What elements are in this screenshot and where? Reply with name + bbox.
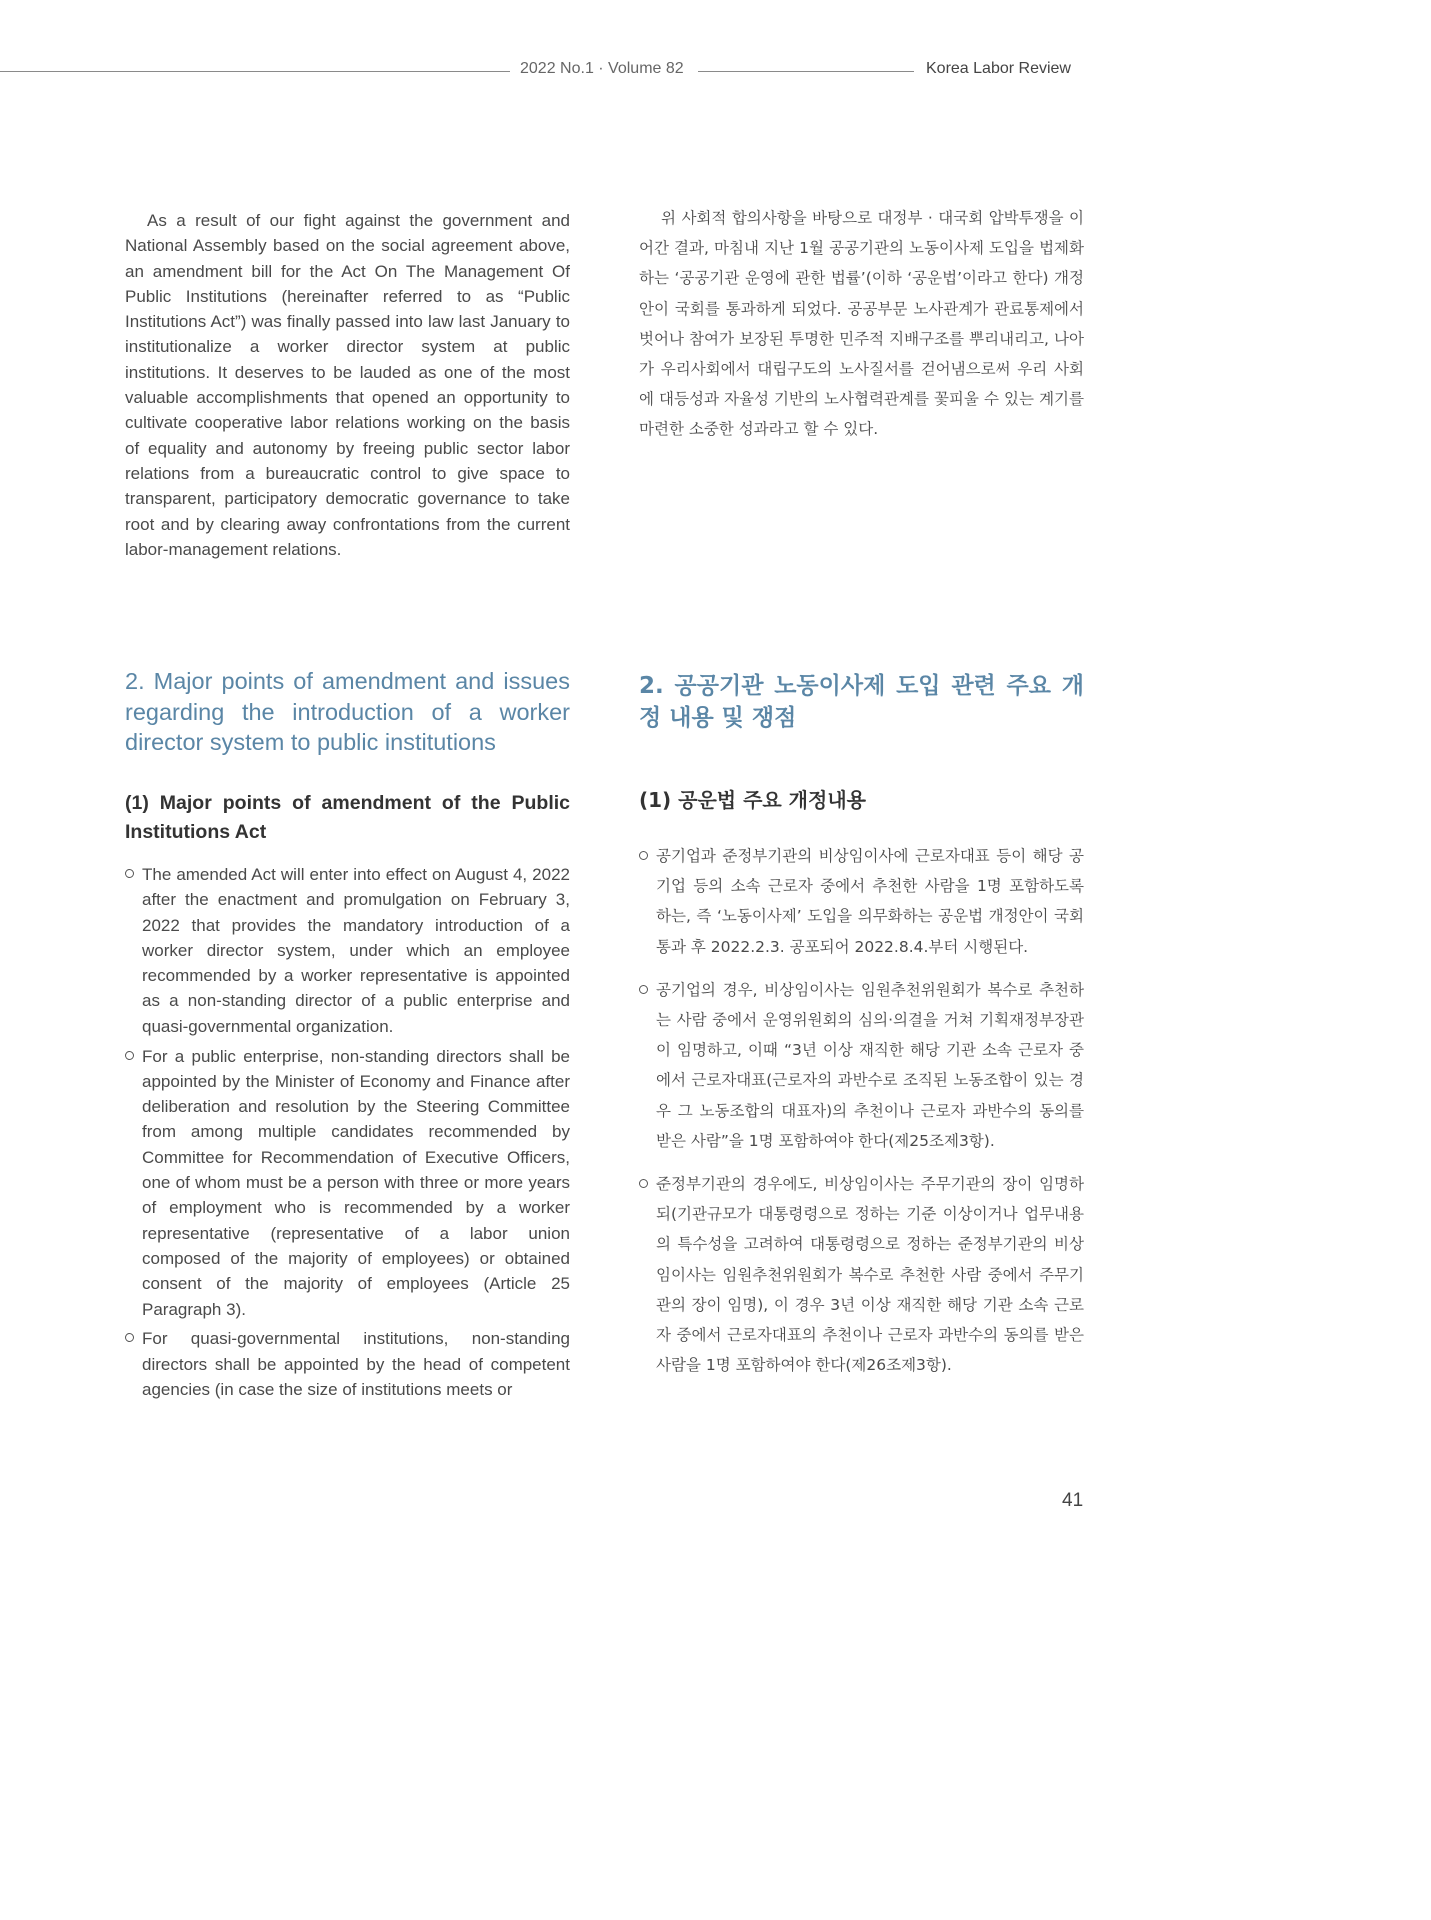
- english-bullet-text: The amended Act will enter into effect on August 4, 2022 after the enactment and promulgation on February 3, 2022 that provides the mandatory introduction of a worker director system, under which an employee recommended by a worker representative is appointed as a non-standing director of a public enterprise and quasi-governmental organization.: [142, 865, 570, 1036]
- korean-section-block: [639, 670, 1084, 734]
- header-rule-left: [0, 71, 510, 72]
- english-subsection-title: (1) Major points of amendment of the Public Institutions Act: [125, 792, 570, 843]
- english-bullet-block: [125, 862, 570, 1407]
- korean-bullet-item: [639, 841, 1084, 962]
- english-subsection-block: [125, 789, 570, 847]
- english-bullet-text: For quasi-governmental institutions, non-standing directors shall be appointed by the head of competent agencies (in case the size of institutions meets or: [142, 1329, 570, 1399]
- english-section-block: [125, 666, 570, 758]
- english-intro-block: [125, 208, 570, 562]
- magazine-title: Korea Labor Review: [926, 60, 1071, 77]
- circle-bullet-icon: [125, 1051, 134, 1060]
- korean-bullet-item: [639, 975, 1084, 1156]
- header-rule-middle: [698, 71, 914, 72]
- korean-section-title: 2. 공공기관 노동이사제 도입 관련 주요 개정 내용 및 쟁점: [639, 673, 1084, 731]
- korean-bullet-text: 공기업과 준정부기관의 비상임이사에 근로자대표 등이 해당 공기업 등의 소속 근로자 중에서 추천한 사람을 1명 포함하도록 하는, 즉 ‘노동이사제’ 도입을 의무화하는 공운법 개정안이 국회통과 후 2022.2.3. 공포되어 2022.8.4.부터 시행된다.: [656, 847, 1084, 956]
- korean-intro-paragraph: 위 사회적 합의사항을 바탕으로 대정부 · 대국회 압박투쟁을 이어간 결과, 마침내 지난 1월 공공기관의 노동이사제 도입을 법제화하는 ‘공공기관 운영에 관한 법률’(이하 ‘공운법’이라고 한다) 개정안이 국회를 통과하게 되었다. 공공부문 노사관계가 관료통제에서 벗어나 참여가 보장된 투명한 민주적 지배구조를 뿌리내리고, 나아가 우리사회에서 대립구도의 노사질서를 걷어냄으로써 우리 사회에 대등성과 자율성 기반의 노사협력관계를 꽃피울 수 있는 계기를 마련한 소중한 성과라고 할 수 있다.: [639, 209, 1084, 439]
- korean-bullet-block: [639, 841, 1084, 1393]
- korean-bullet-text: 공기업의 경우, 비상임이사는 임원추천위원회가 복수로 추천하는 사람 중에서 운영위원회의 심의·의결을 거쳐 기획재정부장관이 임명하고, 이때 “3년 이상 재직한 해당 기관 소속 근로자 중에서 근로자대표(근로자의 과반수로 조직된 노동조합이 있는 경우 그 노동조합의 대표자)의 추천이나 근로자 과반수의 동의를 받은 사람”을 1명 포함하여야 한다(제25조제3항).: [656, 980, 1084, 1150]
- circle-bullet-icon: [125, 869, 134, 878]
- circle-bullet-icon: [639, 985, 648, 994]
- korean-bullet-item: [639, 1169, 1084, 1380]
- english-bullet-item: [125, 1326, 570, 1402]
- english-intro-paragraph: As a result of our fight against the government and National Assembly based on the social agreement above, an amendment bill for the Act On The Management Of Public Institutions (hereinafter referred to as “Public Institutions Act”) was finally passed into law last January to institutionalize a worker director system at public institutions. It deserves to be lauded as one of the most valuable accomplishments that opened an opportunity to cultivate cooperative labor relations working on the basis of equality and autonomy by freeing public sector labor relations from a bureaucratic control to give space to transparent, participatory democratic governance to take root and by clearing away confrontations from the current labor-management relations.: [125, 211, 570, 559]
- page-number: 41: [1062, 1490, 1084, 1511]
- circle-bullet-icon: [125, 1333, 134, 1342]
- korean-bullet-list: [639, 841, 1084, 1380]
- issue-label: 2022 No.1 · Volume 82: [520, 60, 684, 77]
- english-bullet-item: [125, 1044, 570, 1322]
- korean-subsection-block: [639, 786, 1084, 815]
- english-section-title: 2. Major points of amendment and issues regarding the introduction of a worker director system to public institutions: [125, 668, 570, 755]
- korean-subsection-title: (1) 공운법 주요 개정내용: [639, 788, 866, 812]
- circle-bullet-icon: [639, 851, 648, 860]
- english-bullet-list: [125, 862, 570, 1402]
- circle-bullet-icon: [639, 1179, 648, 1188]
- korean-intro-block: [639, 203, 1084, 445]
- korean-bullet-text: 준정부기관의 경우에도, 비상임이사는 주무기관의 장이 임명하되(기관규모가 대통령령으로 정하는 기준 이상이거나 업무내용의 특수성을 고려하여 대통령령으로 정하는 준정부기관의 비상임이사는 임원추천위원회가 복수로 추천한 사람 중에서 주무기관의 장이 임명), 이 경우 3년 이상 재직한 해당 기관 소속 근로자 중에서 근로자대표의 추천이나 근로자 과반수의 동의를 받은 사람을 1명 포함하여야 한다(제26조제3항).: [656, 1175, 1084, 1375]
- english-bullet-text: For a public enterprise, non-standing directors shall be appointed by the Minister of Economy and Finance after deliberation and resolution by the Steering Committee from among multiple candidates recommended by Committee for Recommendation of Executive Officers, one of whom must be a person with three or more years of employment who is recommended by a worker representative (representative of a labor union composed of the majority of employees) or obtained consent of the majority of employees (Article 25 Paragraph 3).: [142, 1046, 570, 1319]
- english-bullet-item: [125, 862, 570, 1039]
